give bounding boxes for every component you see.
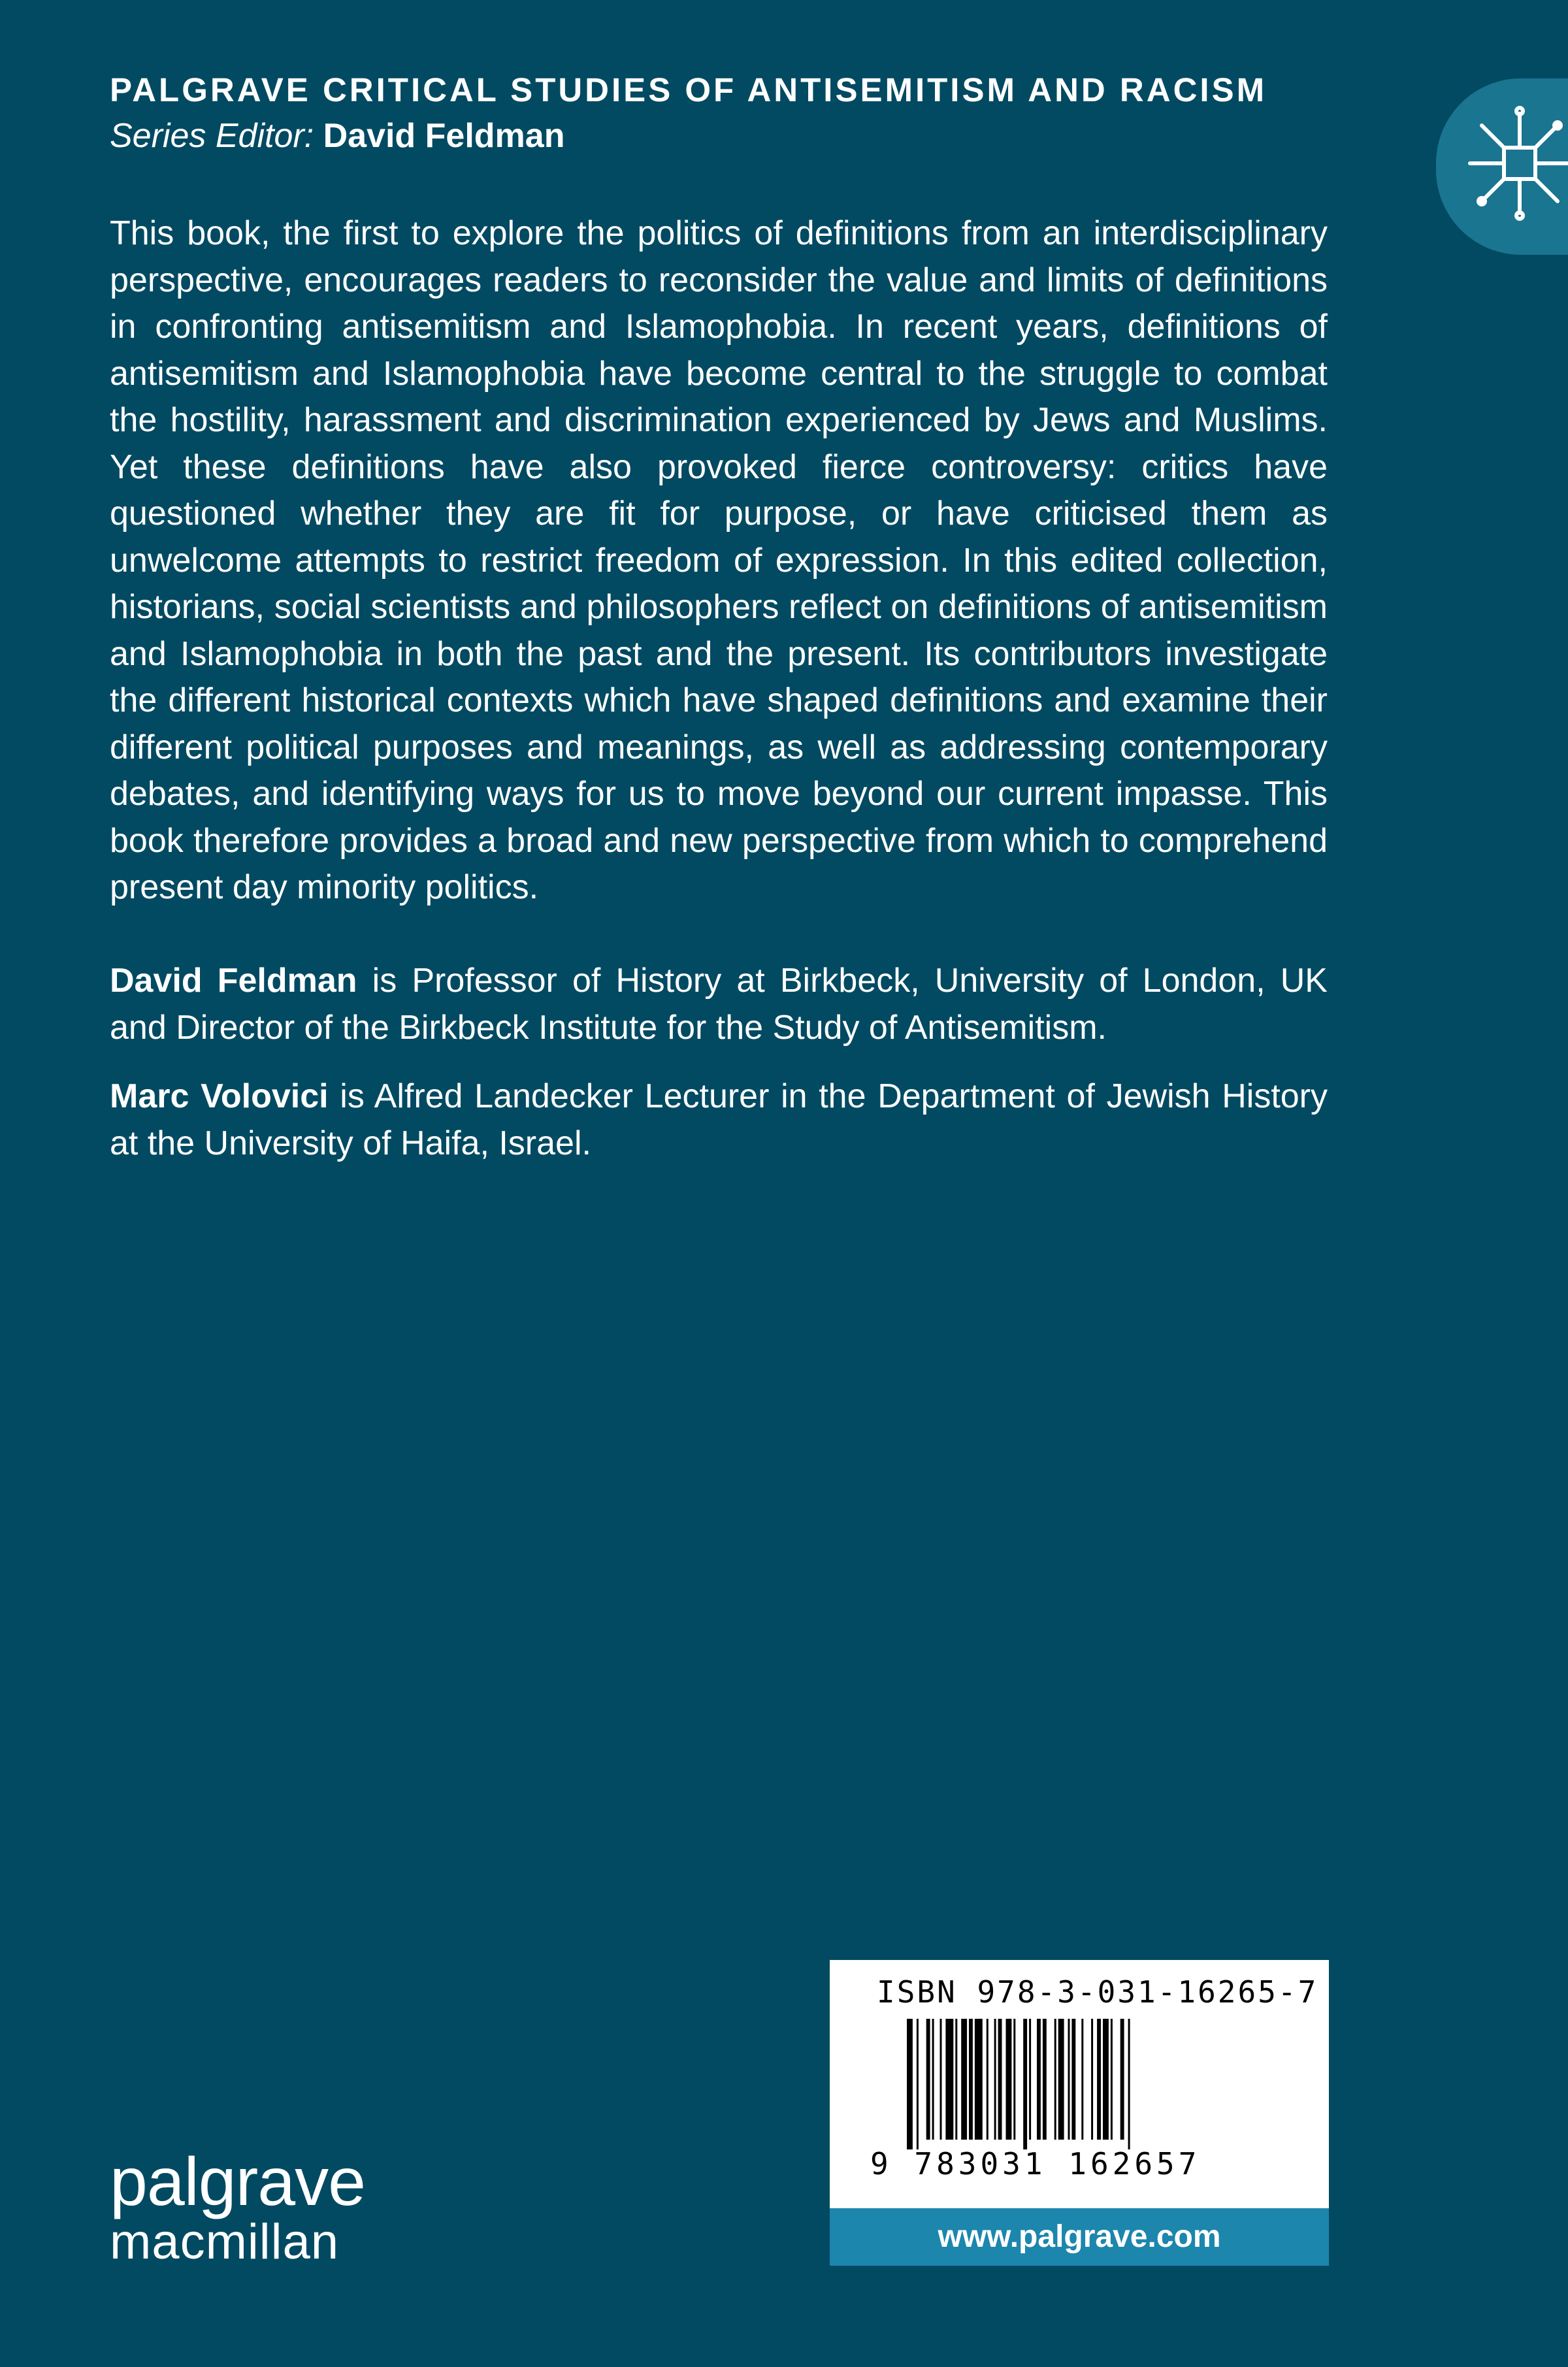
barcode-bar — [1103, 2019, 1109, 2140]
author-name: Marc Volovici — [110, 1077, 329, 1115]
barcode-bar — [955, 2019, 957, 2140]
barcode-bar — [998, 2019, 1002, 2140]
barcode — [907, 2019, 1253, 2149]
series-title: PALGRAVE CRITICAL STUDIES OF ANTISEMITISM AND RACISM — [110, 71, 1267, 108]
author-bio — [110, 1073, 1328, 1167]
barcode-bar — [1043, 2019, 1047, 2140]
barcode-bar — [1128, 2019, 1130, 2149]
book-description: This book, the first to explore the politics of definitions from an interdisciplinary perspective, encourages readers to reconsider the value and limits of definitions in confronting antisemitism and Islamophobia. In recent years, definitions of antisemitism and Islamophobia have become central to the struggle to combat the hostility, harassment and discrimination experienced by Jews and Muslims. Yet these definitions have also provoked fierce controversy: critics have questioned whether they are fit for purpose, or have criticised them as unwelcome attempts to restrict freedom of expression. In this edited collection, historians, social scientists and philosophers reflect on definitions of antisemitism and Islamophobia in both the past and the present. Its contributors investigate the different historical contexts which have shaped definitions and examine their different political purposes and meanings, as well as addressing contemporary debates, and identifying ways for us to move beyond our current impasse. This book therefore provides a broad and new perspective from which to comprehend present day minority politics. — [110, 214, 1328, 906]
circuit-node-icon — [1467, 105, 1568, 222]
barcode-bar — [1037, 2019, 1041, 2140]
barcode-bar — [961, 2019, 967, 2140]
author-bio-text: is Professor of History at Birkbeck, University of London, UK and Director of the Birkbeck Institute for the Study of Antisemitism. — [110, 962, 1328, 1047]
barcode-bar — [926, 2019, 930, 2140]
series-badge — [1436, 78, 1568, 255]
barcode-bar — [1091, 2019, 1093, 2140]
logo-macmillan: macmillan — [110, 2214, 340, 2270]
barcode-bar — [1081, 2019, 1083, 2140]
barcode-bar — [907, 2019, 913, 2149]
logo-palgrave: palgrave — [110, 2144, 365, 2220]
barcode-bar — [987, 2019, 988, 2140]
barcode-bar — [945, 2019, 953, 2140]
series-editor-name: David Feldman — [323, 117, 565, 155]
barcode-bar — [969, 2019, 973, 2140]
series-editor-label: Series Editor: — [110, 117, 314, 155]
barcode-bar — [1120, 2019, 1124, 2140]
barcode-bar — [1068, 2019, 1070, 2140]
barcode-bar — [1006, 2019, 1012, 2140]
barcode-bar — [1111, 2019, 1113, 2140]
publisher-logo — [110, 2144, 365, 2270]
barcode-bar — [1023, 2019, 1027, 2149]
author-name: David Feldman — [110, 962, 357, 1000]
barcode-bar — [917, 2019, 919, 2149]
series-editor — [110, 116, 564, 155]
barcode-bar — [1071, 2019, 1075, 2140]
barcode-bar — [994, 2019, 996, 2140]
barcode-bar — [1097, 2019, 1101, 2140]
barcode-bar — [975, 2019, 983, 2140]
barcode-bar — [940, 2019, 942, 2140]
barcode-digits: 9 783031 162657 — [870, 2146, 1201, 2181]
isbn-label: ISBN 978-3-031-16265-7 — [877, 1974, 1318, 2010]
publisher-website: www.palgrave.com — [830, 2208, 1329, 2266]
author-bio — [110, 958, 1328, 1051]
barcode-bar — [1029, 2019, 1031, 2140]
barcode-bar — [932, 2019, 934, 2140]
barcode-bar — [1054, 2019, 1056, 2140]
barcode-bar — [1013, 2019, 1015, 2140]
isbn-barcode-box — [830, 1960, 1329, 2208]
barcode-bar — [1058, 2019, 1064, 2140]
author-bio-text: is Alfred Landecker Lecturer in the Department of Jewish History at the University of Haifa, Israel. — [110, 1077, 1328, 1162]
